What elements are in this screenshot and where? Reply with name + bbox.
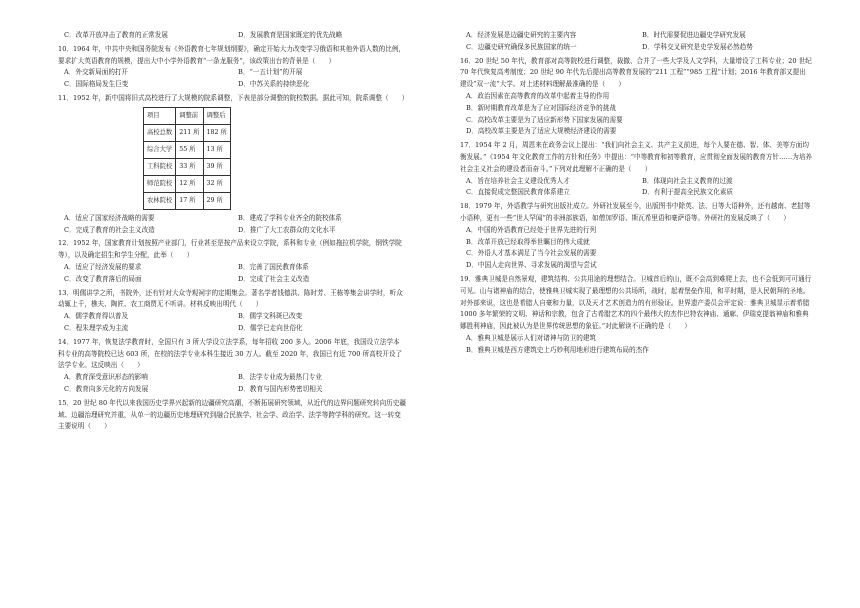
table-cell: 33 所 [176, 158, 203, 175]
table-cell: 工科院校 [144, 158, 176, 175]
option-b: B．改革开放已经取得举世瞩目的伟大成就 [466, 237, 590, 246]
table-cell: 高校总数 [144, 124, 176, 141]
option-c: C．完成了教育的社会主义改造 [64, 225, 155, 234]
question-19 [460, 274, 812, 357]
table-cell: 32 所 [203, 175, 230, 192]
option-d: D．儒学已走向世俗化 [238, 323, 303, 332]
question-stem: 11．1952 年，新中国将旧式高校进行了大规模的院系调整，下表是部分调整的院校数据。据此可知，院系调整（ ） [58, 93, 409, 102]
question-options [460, 91, 812, 138]
option-d: D．推广了大工农群众的文化水平 [238, 225, 336, 234]
table-row [144, 158, 231, 175]
question-11 [58, 93, 409, 236]
option-a: A．政治因素在高等教育的改革中起着主导的作用 [466, 91, 610, 100]
table-cell: 55 所 [176, 141, 203, 158]
option-b: B．新时期教育改革是为了应对国际经济竞争的挑战 [466, 103, 616, 112]
table-header: 项目 [144, 107, 176, 124]
option-d: D．学科交叉研究是史学发展必然趋势 [642, 42, 753, 51]
table-row [144, 192, 231, 209]
option-d: D．有利于提高全民族文化素质 [642, 188, 734, 197]
option-b: B．建成了学科专业齐全的院校体系 [238, 213, 342, 222]
question-options [58, 262, 406, 286]
question-10 [58, 44, 406, 91]
q9-options-continued [58, 30, 406, 42]
option-d: D．发展教育是国家既定的优先战略 [238, 31, 343, 39]
option-c: C．改变了教育落后的局面 [64, 274, 142, 283]
table-row [144, 175, 231, 192]
option-a: A．外交新局面的打开 [64, 68, 129, 77]
option-b: B．儒学文科斑已改变 [238, 312, 303, 321]
option-d: D．中苏关系的持续恶化 [238, 80, 310, 89]
option-d: D．高校改革主要是为了适应大规模经济建设的需要 [466, 127, 617, 136]
college-adjustment-table [143, 107, 231, 210]
table-cell: 17 所 [176, 192, 203, 209]
question-stem: 16．20 世纪 50 年代，教育部对高等院校进行调整，裁撤、合并了一些大学及人文学科，大量增设了工科专业；20 世纪 70 年代恢复高考制度；20 世纪 90 年代先后提出高等教育发展的“211 工程”“985 工程”计划；2016 年教育部又提出建设“双一流”大学。对上述材料理解最准确的是（ ） [460, 56, 812, 89]
option-a: A．适应了国家经济战略的需要 [64, 213, 155, 222]
option-c: C．国际格局发生巨变 [64, 80, 129, 89]
table-cell: 39 所 [203, 158, 230, 175]
question-stem: 15．20 世纪 80 年代以来我国历史学界兴起新的边疆研究高潮，不断拓展研究领域，从近代的边界问题研究转向历史疆域、边疆治理研究并重，从单一的边疆历史地理研究到融合民族学、社会学、政治学、法学等跨学科的研究。这一转变主要说明（ ） [58, 398, 406, 431]
question-stem: 17．1954 年 2 月，周恩来在政务会议上提出：“我们向社会主义、共产主义前进，每个人要在德、智、体、美等方面均衡发展。”《1954 年文化教育工作的方针和任务》中提出：“中等教育和初等教育，应贯彻全面发展的教育方针……为培养社会主义社会的建设者而奋斗。”下列对此理解不正确的是（ ） [460, 141, 813, 173]
option-c: C．教育向多元化的方向发展 [64, 384, 149, 393]
option-a: A．教育深受意识形态的影响 [64, 373, 148, 382]
table-header: 调整后 [203, 107, 230, 124]
option-b: B．体现向社会主义教育的过渡 [642, 176, 733, 185]
question-12 [58, 238, 406, 285]
question-stem: 10．1964 年，中共中央和国务院发布《外语教育七年规划纲要》，确定开始大力改变学习俄语和其他外语人数的比例，要求扩大英语教育的规模，提出大中小学外语教育“一条龙服务”，该政策出台的背景是（ ） [58, 44, 406, 65]
table-header: 调整前 [176, 107, 203, 124]
question-stem: 13．明儒讲学之所，书院外，还有针对大众寺观祠宇的定期集会。著名学者钱德洪、陈时芳、王栋等集会讲学时，听众动辄上千，樵夫、陶匠、农工商贾无不听讲。材料反映出明代（ ） [58, 288, 403, 309]
table-cell: 211 所 [176, 124, 203, 141]
option-c: C．直接促成完整国民教育体系建立 [466, 188, 570, 197]
question-options [58, 67, 406, 91]
option-a: A．经济发展是边疆史研究的主要内容 [466, 31, 577, 39]
question-stem: 19．雅典卫城是自然景观，建筑结构、公共用途的理想结合。卫城首后的山，既不会高到难爬上去，也不会低到可可通行可见。山与诸神庙的结合，使雅典卫城实现了最理想的公共场所，战时，起着堡垒作用，和平时期，是人民朝拜的圣地。对外部来说，这也是希腊人自豪和力量，以及天才艺术创造力的有形验证。世界遗产委员会评定说：雅典卫城显示着希腊 1000 多年繁荣的文明、神话和宗教，包含了古希腊艺术的四个最伟大的杰作巴特农神庙、通廊、伊瑞克提翁神庙和雅典娜胜利神庙，因此被认为是世界传统思想的象征。”对此解读不正确的是（ ） [460, 274, 812, 331]
right-column [460, 30, 812, 357]
option-d: D．完成了社会主义改造 [238, 274, 310, 283]
question-options [58, 311, 406, 335]
question-options [460, 225, 812, 272]
option-c: C．改革开放冲击了教育的正常发展 [64, 31, 168, 39]
question-options [460, 333, 812, 357]
question-16 [460, 56, 812, 139]
question-stem: 18．1979 年，外语教学与研究出版社成立。外研社发展至今，出版图书中除英、法、日等大语种外，还有越南、老挝等小语种，更有一些“世人罕闻”的非洲部族语，如僧加罗语、斯瓦希里语和豪萨语等。外研社的发展反映了（ ） [460, 202, 811, 222]
option-b: B．雅典卫城是西方建筑史上巧妙利用地形进行建筑布局的杰作 [466, 345, 649, 354]
table-cell: 农林院校 [144, 192, 176, 209]
option-a: A．儒学教育得以普及 [64, 312, 129, 321]
table-cell: 29 所 [203, 192, 230, 209]
option-d: D．中国人走向世界、寻求发展的渴望与尝试 [466, 261, 597, 270]
question-17 [460, 140, 812, 199]
question-14 [58, 337, 406, 396]
option-b: B．时代需要促进边疆史学研究发展 [642, 31, 746, 39]
option-a: A．旨在培养社会主义建设优秀人才 [466, 176, 570, 185]
question-options [58, 213, 406, 237]
option-b: B．法学专业成为最热门专业 [238, 373, 322, 382]
table-row [144, 124, 231, 141]
option-c: C．高校改革主要是为了适应新形势下国家发展的需要 [466, 115, 623, 124]
table-cell: 13 所 [203, 141, 230, 158]
option-c: C．边疆史研究确保多民族国家的统一 [466, 42, 577, 51]
table-row [144, 141, 231, 158]
table-header-row [144, 107, 231, 124]
option-a: A．适应了经济发展的要求 [64, 262, 142, 271]
option-a: A．中国的外语教育已经处于世界先进的行列 [466, 225, 597, 234]
option-b: B．完善了国民教育体系 [238, 262, 309, 271]
question-options [460, 176, 812, 200]
question-15 [58, 398, 406, 433]
table-cell: 综合大学 [144, 141, 176, 158]
left-column [58, 30, 409, 433]
option-c: C．程朱理学成为主流 [64, 323, 129, 332]
table-cell: 12 所 [176, 175, 203, 192]
question-13 [58, 288, 406, 335]
option-a: A．雅典卫城是展示人们对诸神与防卫的建筑 [466, 333, 597, 342]
option-c: C．外语人才基本满足了当今社会发展的需要 [466, 249, 597, 258]
question-stem: 14．1977 年，恢复法学教育时，全国只有 3 所大学设立法学系，每年招收 200 多人。2006 年底，我国设立法学本科专业的高等院校已达 603 所，在校的法学专业本科生接近 30 万人。截至 2020 年，我国已有近 700 所高校开设了法学专业。这反映出（ ） [58, 337, 403, 370]
option-b: B．“一五计划”的开展 [238, 68, 303, 77]
question-18 [460, 201, 812, 272]
table-cell: 师范院校 [144, 175, 176, 192]
option-d: D．教育与国内形势密切相关 [238, 384, 323, 393]
q15-options [460, 30, 812, 54]
table-cell: 182 所 [203, 124, 230, 141]
question-options [58, 372, 406, 396]
question-stem: 12．1952 年，国家教育计划按照产业部门，行业甚至是按产品来设立学院，系科和专业（例如拖拉机学院，钢铁学院等），以及确定招生和学生分配，此举（ ） [58, 239, 402, 260]
